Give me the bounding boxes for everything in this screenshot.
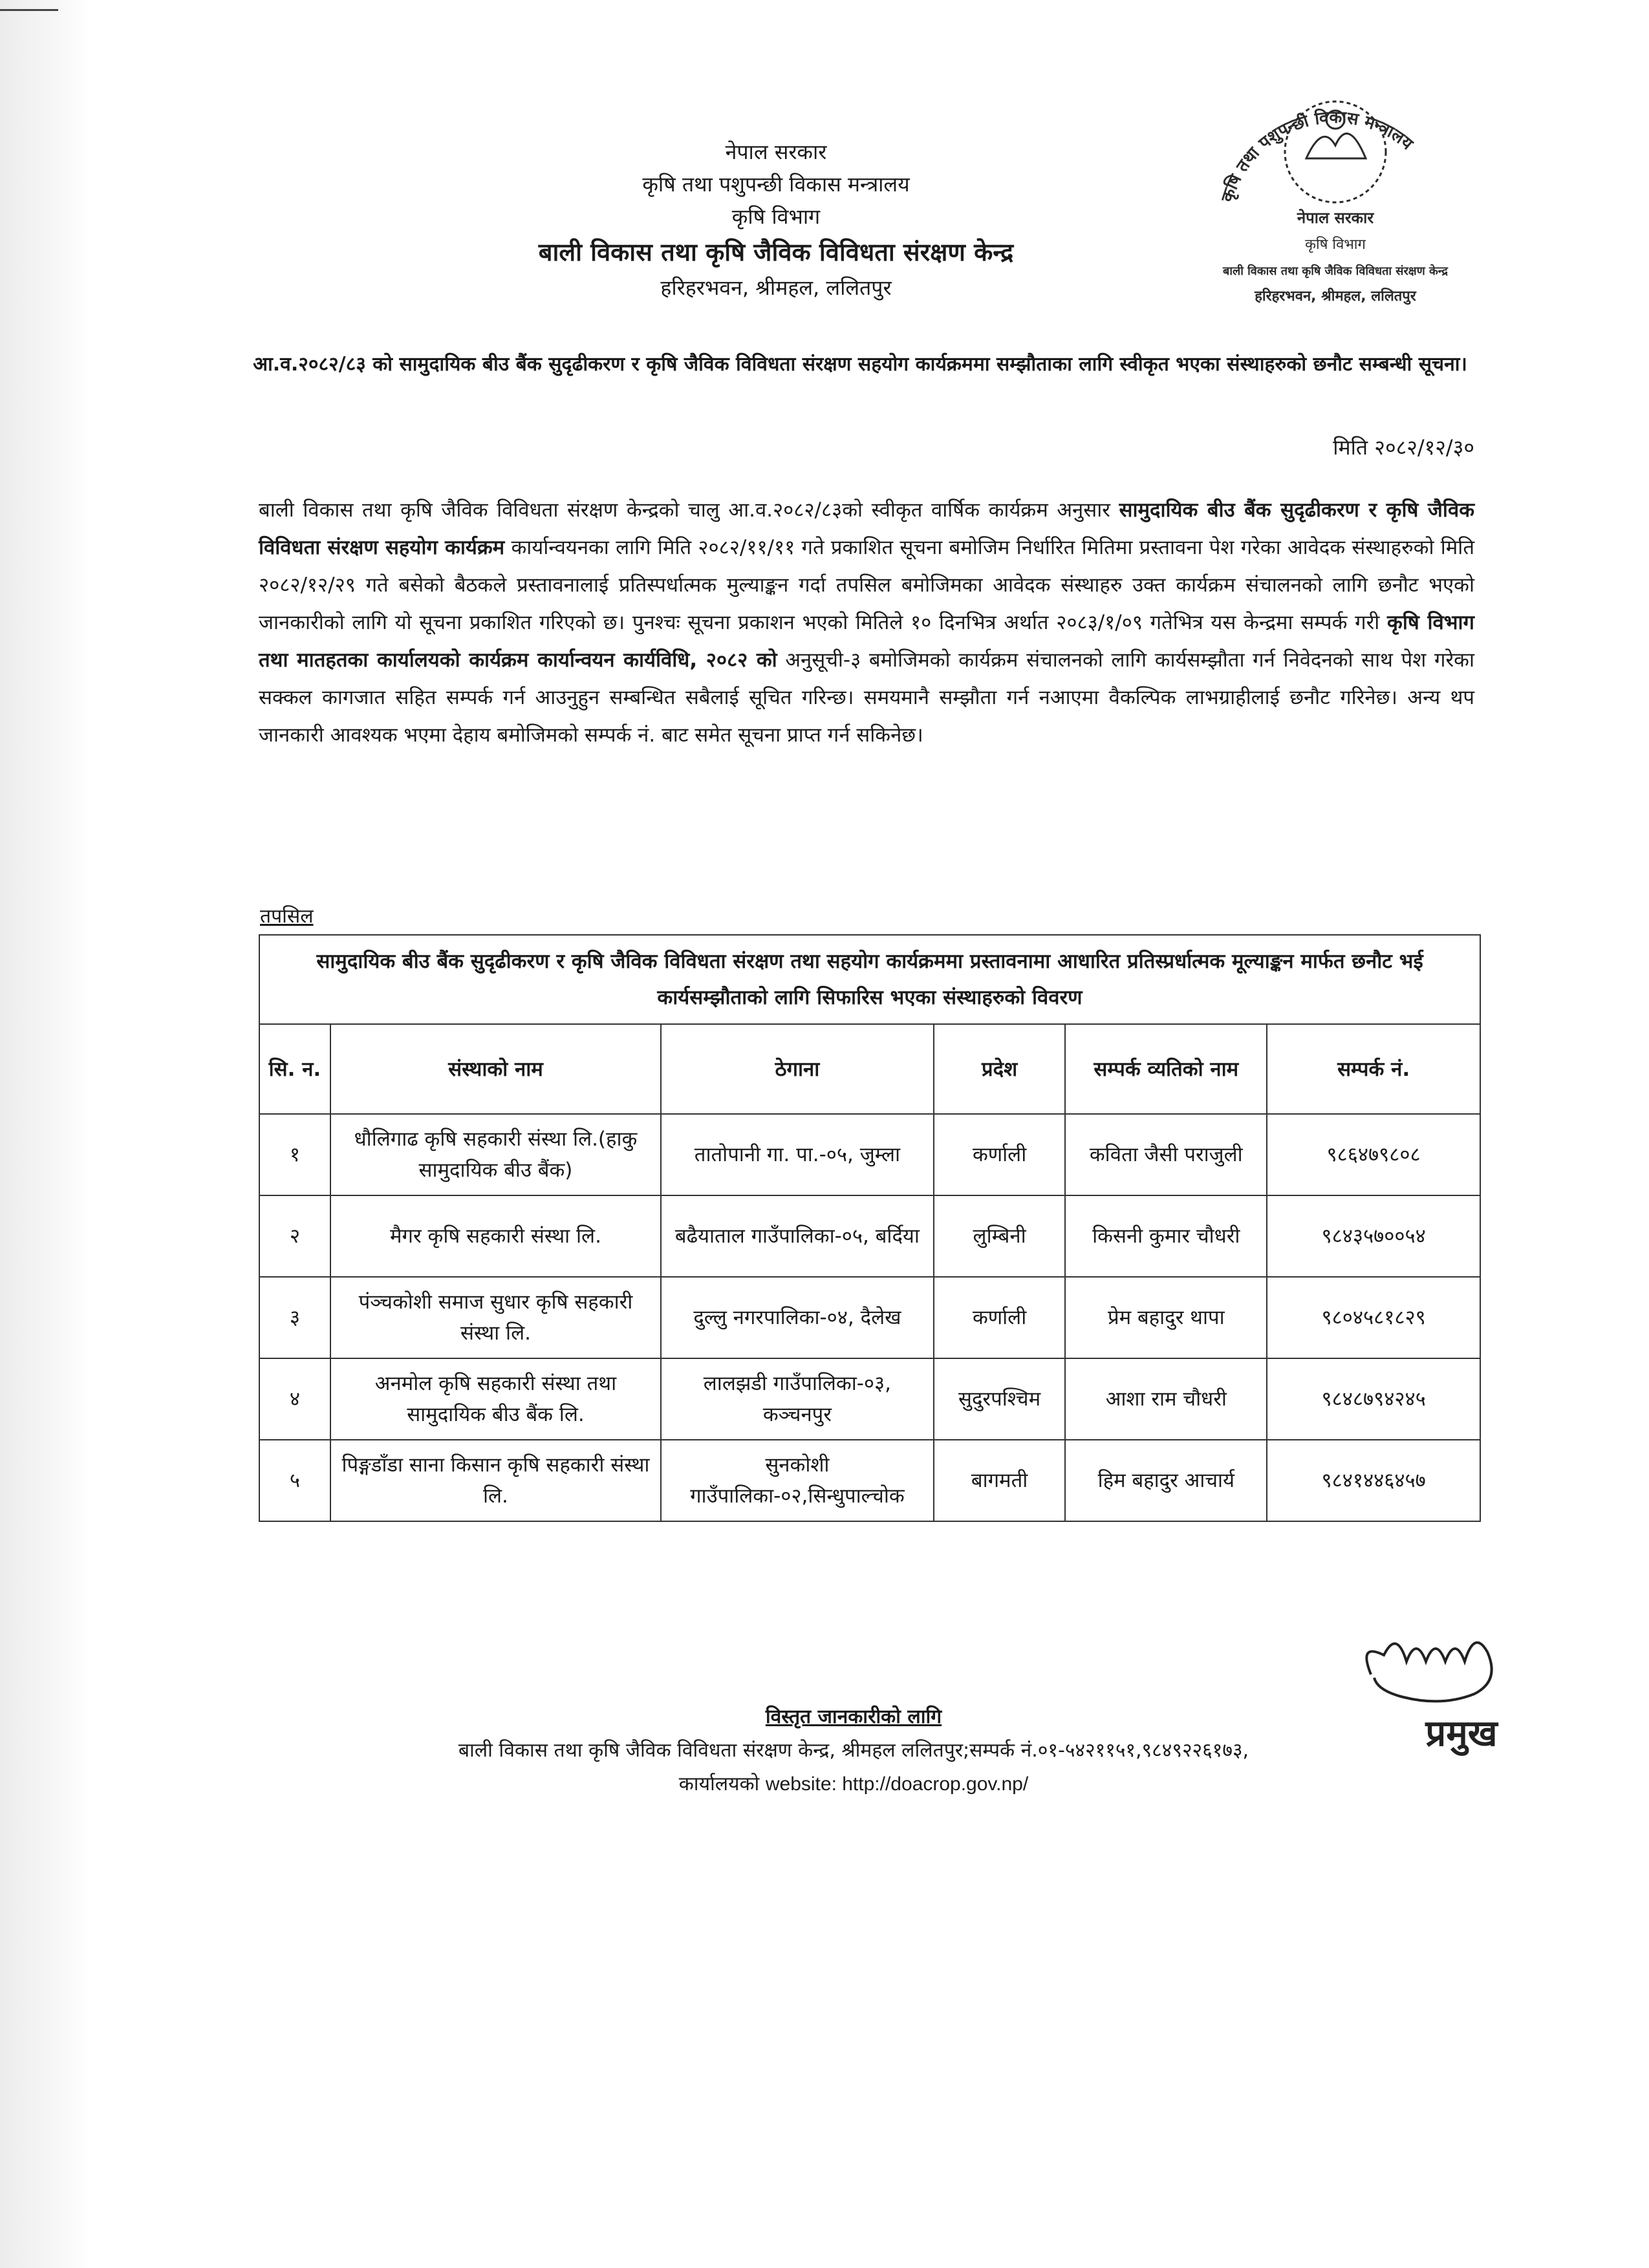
cell-sn: ४ xyxy=(259,1358,330,1440)
cell-org-name: धौलिगाढ कृषि सहकारी संस्था लि.(हाकु सामुदायिक बीउ बैंक) xyxy=(330,1114,661,1195)
cell-province: सुदुरपश्चिम xyxy=(934,1358,1066,1440)
ministry-name: कृषि तथा पशुपन्छी विकास मन्त्रालय xyxy=(642,172,910,197)
selected-organizations-table xyxy=(259,934,1481,1522)
cell-province: लुम्बिनी xyxy=(934,1195,1066,1277)
body-part-2: कार्यान्वयनका लागि मिति २०८२/११/११ गते प्रकाशित सूचना बमोजिम निर्धारित मितिमा प्रस्तावना पेश गरेका आवेदक संस्थाहरुको मिति २०८२/१२/२९ गते बसेको बैठकले प्रस्तावनालाई प्रतिस्पर्धात्मक मुल्याङ्कन गर्दा तपसिल बमोजिमका आवेदक संस्थाहरु उक्त कार्यक्रम संचालनको लागि छनौट भएको जानकारीको लागि यो सूचना प्रकाशित गरिएको छ। पुनश्चः सूचना प्रकाशन भएको मितिले १० दिनभित्र अर्थात २०८३/१/०९ गतेभित्र यस केन्द्रमा सम्पर्क गरी xyxy=(259,536,1474,634)
cell-org-name: पिङ्गडाँडा साना किसान कृषि सहकारी संस्था लि. xyxy=(330,1440,661,1521)
letterhead xyxy=(453,136,1099,304)
cell-address: बढैयाताल गाउँपालिका-०५, बर्दिया xyxy=(661,1195,934,1277)
cell-sn: २ xyxy=(259,1195,330,1277)
stamp-office-text: बाली विकास तथा कृषि जैविक विविधता संरक्षण केन्द्र xyxy=(1223,264,1448,278)
footer-website[interactable]: website: http://doacrop.gov.np/ xyxy=(765,1773,1029,1795)
notice-body xyxy=(259,491,1474,754)
stamp-ring-text: कृषि तथा पशुपन्छी विकास मन्त्रालय xyxy=(1217,107,1417,205)
annex-label: तपसिल xyxy=(260,905,314,928)
header-sn: सि. न. xyxy=(259,1024,330,1114)
notice-date: मिति २०८२/१२/३० xyxy=(1333,435,1474,460)
header-contact-number: सम्पर्क नं. xyxy=(1267,1024,1480,1114)
header-address: ठेगाना xyxy=(661,1024,934,1114)
cell-contact-person: आशा राम चौधरी xyxy=(1065,1358,1267,1440)
cell-sn: ३ xyxy=(259,1277,330,1358)
cell-contact-number: ९८०४५८१८२९ xyxy=(1267,1277,1480,1358)
cell-contact-number: ९८४१४४६४५७ xyxy=(1267,1440,1480,1521)
footer-contact: बाली विकास तथा कृषि जैविक विविधता संरक्षण केन्द्र, श्रीमहल ललितपुर;सम्पर्क नं.०१-५४२११५१,९८४९२२६१७३, xyxy=(458,1739,1249,1762)
cell-address: तातोपानी गा. पा.-०५, जुम्ला xyxy=(661,1114,934,1195)
office-address: हरिहरभवन, श्रीमहल, ललितपुर xyxy=(660,275,892,300)
office-name: बाली विकास तथा कृषि जैविक विविधता संरक्षण केन्द्र xyxy=(538,238,1014,266)
body-bold-program: सामुदायिक बीउ बैंक सुदृढीकरण र कृषि जैविक विविधता संरक्षण सहयोग कार्यक्रम xyxy=(259,498,1474,559)
cell-org-name: पंञ्चकोशी समाज सुधार कृषि सहकारी संस्था लि. xyxy=(330,1277,661,1358)
cell-contact-number: ९८४३५७००५४ xyxy=(1267,1195,1480,1277)
scan-mark xyxy=(0,9,58,11)
stamp-govt-text: नेपाल सरकार xyxy=(1297,209,1374,227)
table-row xyxy=(259,1358,1480,1440)
table-header-row xyxy=(259,1024,1480,1114)
footer-title: विस्तृत जानकारीको लागि xyxy=(765,1706,942,1728)
cell-contact-person: प्रेम बहादुर थापा xyxy=(1065,1277,1267,1358)
cell-address: लालझडी गाउँपालिका-०३, कञ्चनपुर xyxy=(661,1358,934,1440)
table-row xyxy=(259,1114,1480,1195)
cell-org-name: अनमोल कृषि सहकारी संस्था तथा सामुदायिक बीउ बैंक लि. xyxy=(330,1358,661,1440)
table-row xyxy=(259,1440,1480,1521)
body-bold-procedure: कृषि विभाग तथा मातहतका कार्यालयको कार्यक्रम कार्यान्वयन कार्यविधि, २०८२ को xyxy=(259,611,1474,672)
cell-province: कर्णाली xyxy=(934,1277,1066,1358)
body-part-1: बाली विकास तथा कृषि जैविक विविधता संरक्षण केन्द्रको चालु आ.व.२०८२/८३को स्वीकृत वार्षिक कार्यक्रम अनुसार xyxy=(259,498,1119,522)
stamp-emblem-mountain-icon xyxy=(1306,134,1366,158)
table-row xyxy=(259,1195,1480,1277)
notice-subject: आ.व.२०८२/८३ को सामुदायिक बीउ बैंक सुदृढीकरण र कृषि जैविक विविधता संरक्षण सहयोग कार्यक्रममा सम्झौताका लागि स्वीकृत भएका संस्थाहरुको छनौट सम्बन्धी सूचना। xyxy=(253,353,1467,376)
stamp-dept-text: कृषि विभाग xyxy=(1305,237,1366,253)
cell-province: कर्णाली xyxy=(934,1114,1066,1195)
cell-contact-person: किसनी कुमार चौधरी xyxy=(1065,1195,1267,1277)
cell-sn: ५ xyxy=(259,1440,330,1521)
cell-org-name: मैगर कृषि सहकारी संस्था लि. xyxy=(330,1195,661,1277)
cell-contact-person: कविता जैसी पराजुली xyxy=(1065,1114,1267,1195)
signatory-title: प्रमुख xyxy=(1425,1713,1498,1755)
header-contact-person: सम्पर्क व्यतिको नाम xyxy=(1065,1024,1267,1114)
cell-sn: १ xyxy=(259,1114,330,1195)
body-part-3: अनुसूची-३ बमोजिमको कार्यक्रम संचालनको लागि कार्यसम्झौता गर्न निवेदनको साथ पेश गरेका सक्कल कागजात सहित सम्पर्क गर्न आउनुहुन सम्बन्धित सबैलाई सूचित गरिन्छ। समयमानै सम्झौता गर्न नआएमा वैकल्पिक लाभग्राहीलाई छनौट गरिनेछ। अन्य थप जानकारी आवश्यक भएमा देहाय बमोजिमको सम्पर्क नं. बाट समेत सूचना प्राप्त गर्न सकिनेछ। xyxy=(259,648,1474,747)
cell-contact-number: ९८४८७९४२४५ xyxy=(1267,1358,1480,1440)
official-stamp xyxy=(1183,61,1481,333)
table-caption-row xyxy=(259,935,1480,1024)
signature-scribble xyxy=(1366,1643,1491,1702)
cell-address: दुल्लु नगरपालिका-०४, दैलेख xyxy=(661,1277,934,1358)
footer xyxy=(272,1700,1436,1801)
govt-name: नेपाल सरकार xyxy=(725,140,827,164)
header-province: प्रदेश xyxy=(934,1024,1066,1114)
header-org-name: संस्थाको नाम xyxy=(330,1024,661,1114)
table-row xyxy=(259,1277,1480,1358)
stamp-address-text: हरिहरभवन, श्रीमहल, ललितपुर xyxy=(1255,288,1416,305)
table-caption: सामुदायिक बीउ बैंक सुदृढीकरण र कृषि जैविक विविधता संरक्षण तथा सहयोग कार्यक्रममा प्रस्तावनामा आधारित प्रतिस्प्रर्धात्मक मूल्याङ्कन मार्फत छनौट भई कार्यसम्झौताको लागि सिफारिस भएका संस्थाहरुको विवरण xyxy=(259,935,1480,1024)
cell-contact-number: ९८६४७९८०८ xyxy=(1267,1114,1480,1195)
footer-website-line xyxy=(272,1768,1436,1801)
department-name: कृषि विभाग xyxy=(731,204,821,229)
cell-province: बागमती xyxy=(934,1440,1066,1521)
footer-website-label: कार्यालयको xyxy=(678,1773,760,1795)
cell-contact-person: हिम बहादुर आचार्य xyxy=(1065,1440,1267,1521)
cell-address: सुनकोशी गाउँपालिका-०२,सिन्धुपाल्चोक xyxy=(661,1440,934,1521)
